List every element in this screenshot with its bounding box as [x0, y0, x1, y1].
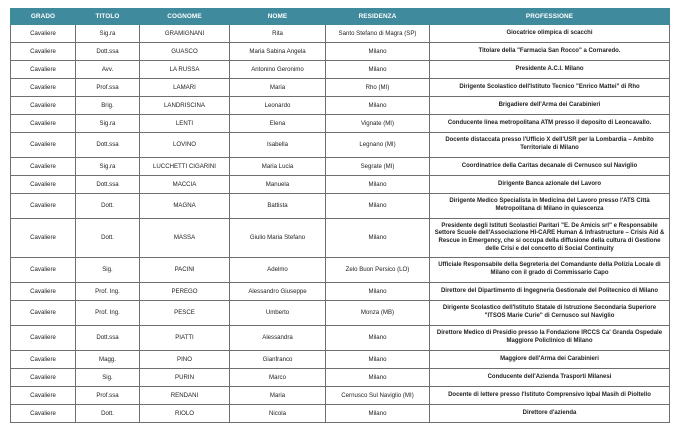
table-row — [11, 43, 670, 61]
cell-grado: Cavaliere — [11, 405, 76, 423]
cell-residenza: Cernusco Sul Naviglio (MI) — [326, 387, 430, 405]
cell-grado: Cavaliere — [11, 194, 76, 219]
cell-professione: Dirigente Medico Specialista in Medicina del Lavoro presso l'ATS Città Metropolitana di Milano in quiescenza — [430, 194, 670, 219]
header-row — [11, 9, 670, 25]
cell-residenza: Segrate (MI) — [326, 158, 430, 176]
cell-cognome: PESCE — [140, 301, 230, 326]
cell-professione: Presidente degli Istituti Scolastici Paritari "E. De Amicis srl" e Responsabile Settore Scuole dell'Associazione HI-CARE Human & Infrastructure – Crisis Aid & Rescue in Emergency, che si occupa della diffusione della cultura di Gestione delle Crisi e del concetto di Social Continuity — [430, 219, 670, 258]
cell-titolo: Prof.ssa — [76, 387, 140, 405]
cell-titolo: Dott.ssa — [76, 43, 140, 61]
cell-titolo: Avv. — [76, 61, 140, 79]
cell-titolo: Dott.ssa — [76, 133, 140, 158]
cell-professione: Dirigente Scolastico dell'Istituto Tecnico "Enrico Mattei" di Rho — [430, 79, 670, 97]
cell-residenza: Milano — [326, 97, 430, 115]
cell-grado: Cavaliere — [11, 158, 76, 176]
cell-grado: Cavaliere — [11, 97, 76, 115]
cell-cognome: MACCIA — [140, 176, 230, 194]
table-row — [11, 283, 670, 301]
cell-titolo: Dott. — [76, 219, 140, 258]
table-row — [11, 61, 670, 79]
cell-nome: Giulio Maria Stefano — [230, 219, 326, 258]
table-row — [11, 387, 670, 405]
cell-cognome: PURIN — [140, 369, 230, 387]
cell-residenza: Milano — [326, 369, 430, 387]
cell-nome: Antonino Geronimo — [230, 61, 326, 79]
cell-residenza: Milano — [326, 219, 430, 258]
cell-professione: Brigadiere dell'Arma dei Carabinieri — [430, 97, 670, 115]
cell-residenza: Monza (MB) — [326, 301, 430, 326]
table-row — [11, 133, 670, 158]
cell-professione: Dirigente Scolastico dell'Istituto Statale di Istruzione Secondaria Superiore "ITSOS Marie Curie" di Cernusco sul Naviglio — [430, 301, 670, 326]
table-row — [11, 219, 670, 258]
cell-nome: Maria — [230, 79, 326, 97]
cell-grado: Cavaliere — [11, 115, 76, 133]
cell-nome: Isabella — [230, 133, 326, 158]
cell-cognome: PINO — [140, 351, 230, 369]
cell-residenza: Milano — [326, 43, 430, 61]
cell-professione: Direttore d'azienda — [430, 405, 670, 423]
cell-residenza: Milano — [326, 351, 430, 369]
cell-professione: Docente di lettere presso l'Istituto Comprensivo Iqbal Masih di Pioltello — [430, 387, 670, 405]
cell-grado: Cavaliere — [11, 369, 76, 387]
table-row — [11, 405, 670, 423]
cell-cognome: GRAMIGNANI — [140, 25, 230, 43]
table-row — [11, 115, 670, 133]
table-row — [11, 158, 670, 176]
table-row — [11, 176, 670, 194]
cell-cognome: LANDRISCINA — [140, 97, 230, 115]
table-row — [11, 351, 670, 369]
table-row — [11, 79, 670, 97]
cell-nome: Maria Sabina Angela — [230, 43, 326, 61]
cell-titolo: Sig.ra — [76, 158, 140, 176]
cell-nome: Rita — [230, 25, 326, 43]
cell-cognome: PIATTI — [140, 326, 230, 351]
cell-titolo: Dott. — [76, 405, 140, 423]
table-row — [11, 369, 670, 387]
cell-nome: Leonardo — [230, 97, 326, 115]
cell-nome: Battista — [230, 194, 326, 219]
cell-nome: Umberto — [230, 301, 326, 326]
cell-professione: Docente distaccata presso l'Ufficio X dell'USR per la Lombardia – Ambito Territoriale di Milano — [430, 133, 670, 158]
cell-nome: Elena — [230, 115, 326, 133]
cell-nome: Gianfranco — [230, 351, 326, 369]
cell-professione: Direttore del Dipartimento di Ingegneria Gestionale del Politecnico di Milano — [430, 283, 670, 301]
cell-titolo: Dott. — [76, 194, 140, 219]
cell-grado: Cavaliere — [11, 387, 76, 405]
cell-cognome: LAMARI — [140, 79, 230, 97]
cell-professione: Coordinatrice della Caritas decanale di Cernusco sul Naviglio — [430, 158, 670, 176]
cell-residenza: Milano — [326, 326, 430, 351]
cell-titolo: Prof. Ing. — [76, 301, 140, 326]
cell-cognome: LUCCHETTI CIGARINI — [140, 158, 230, 176]
cell-cognome: RIOLO — [140, 405, 230, 423]
header-residenza: RESIDENZA — [326, 9, 430, 25]
cell-grado: Cavaliere — [11, 79, 76, 97]
cell-residenza: Milano — [326, 405, 430, 423]
cell-nome: Marco — [230, 369, 326, 387]
cell-cognome: LOVINO — [140, 133, 230, 158]
cell-titolo: Prof. Ing. — [76, 283, 140, 301]
cell-residenza: Milano — [326, 194, 430, 219]
cell-residenza: Milano — [326, 61, 430, 79]
cell-professione: Presidente A.C.I. Milano — [430, 61, 670, 79]
cell-residenza: Rho (MI) — [326, 79, 430, 97]
cell-professione: Giocatrice olimpica di scacchi — [430, 25, 670, 43]
cell-nome: Alessandra — [230, 326, 326, 351]
table-row — [11, 97, 670, 115]
cell-professione: Direttore Medico di Presidio presso la Fondazione IRCCS Ca' Granda Ospedale Maggiore Policlinico di Milano — [430, 326, 670, 351]
cell-grado: Cavaliere — [11, 301, 76, 326]
cell-professione: Conducente dell'Azienda Trasporti Milanesi — [430, 369, 670, 387]
cell-residenza: Zelo Buon Persico (LO) — [326, 258, 430, 283]
table-body — [11, 25, 670, 423]
cell-titolo: Sig.ra — [76, 25, 140, 43]
cell-nome: Manuela — [230, 176, 326, 194]
cell-residenza: Milano — [326, 176, 430, 194]
header-grado: GRADO — [11, 9, 76, 25]
cell-titolo: Magg. — [76, 351, 140, 369]
cell-cognome: PEREGO — [140, 283, 230, 301]
cell-nome: Maria Lucia — [230, 158, 326, 176]
cell-grado: Cavaliere — [11, 176, 76, 194]
cell-grado: Cavaliere — [11, 326, 76, 351]
cell-titolo: Sig.ra — [76, 115, 140, 133]
cell-titolo: Brig. — [76, 97, 140, 115]
cell-titolo: Dott.ssa — [76, 326, 140, 351]
cell-nome: Adelmo — [230, 258, 326, 283]
table-row — [11, 25, 670, 43]
cell-grado: Cavaliere — [11, 25, 76, 43]
cell-titolo: Sig. — [76, 369, 140, 387]
header-cognome: COGNOME — [140, 9, 230, 25]
cell-grado: Cavaliere — [11, 43, 76, 61]
cell-cognome: RENDANI — [140, 387, 230, 405]
cell-residenza: Legnano (MI) — [326, 133, 430, 158]
cell-cognome: PACINI — [140, 258, 230, 283]
table-header — [11, 9, 670, 25]
table-row — [11, 258, 670, 283]
cell-cognome: GUASCO — [140, 43, 230, 61]
cell-nome: Maria — [230, 387, 326, 405]
cell-residenza: Vignate (MI) — [326, 115, 430, 133]
cell-grado: Cavaliere — [11, 219, 76, 258]
header-titolo: TITOLO — [76, 9, 140, 25]
cell-residenza: Milano — [326, 283, 430, 301]
cell-professione: Conducente linea metropolitana ATM presso il deposito di Leoncavallo. — [430, 115, 670, 133]
cell-grado: Cavaliere — [11, 283, 76, 301]
cell-professione: Titolare della "Farmacia San Rocco" a Cornaredo. — [430, 43, 670, 61]
cell-cognome: MASSA — [140, 219, 230, 258]
table-row — [11, 326, 670, 351]
cell-grado: Cavaliere — [11, 133, 76, 158]
header-nome: NOME — [230, 9, 326, 25]
cell-residenza: Santo Stefano di Magra (SP) — [326, 25, 430, 43]
cell-grado: Cavaliere — [11, 351, 76, 369]
cell-professione: Maggiore dell'Arma dei Carabinieri — [430, 351, 670, 369]
header-professione: PROFESSIONE — [430, 9, 670, 25]
cell-titolo: Prof.ssa — [76, 79, 140, 97]
cell-nome: Alessandro Giuseppe — [230, 283, 326, 301]
table-row — [11, 194, 670, 219]
table-row — [11, 301, 670, 326]
cell-cognome: LENTI — [140, 115, 230, 133]
cell-grado: Cavaliere — [11, 258, 76, 283]
cell-professione: Dirigente Banca azionale del Lavoro — [430, 176, 670, 194]
cell-nome: Nicola — [230, 405, 326, 423]
cell-cognome: LA RUSSA — [140, 61, 230, 79]
cell-professione: Ufficiale Responsabile della Segreteria del Comandante della Polizia Locale di Milano con il grado di Commissario Capo — [430, 258, 670, 283]
cell-titolo: Dott.ssa — [76, 176, 140, 194]
cell-cognome: MAGNA — [140, 194, 230, 219]
honors-table — [10, 8, 670, 423]
cell-grado: Cavaliere — [11, 61, 76, 79]
cell-titolo: Sig. — [76, 258, 140, 283]
